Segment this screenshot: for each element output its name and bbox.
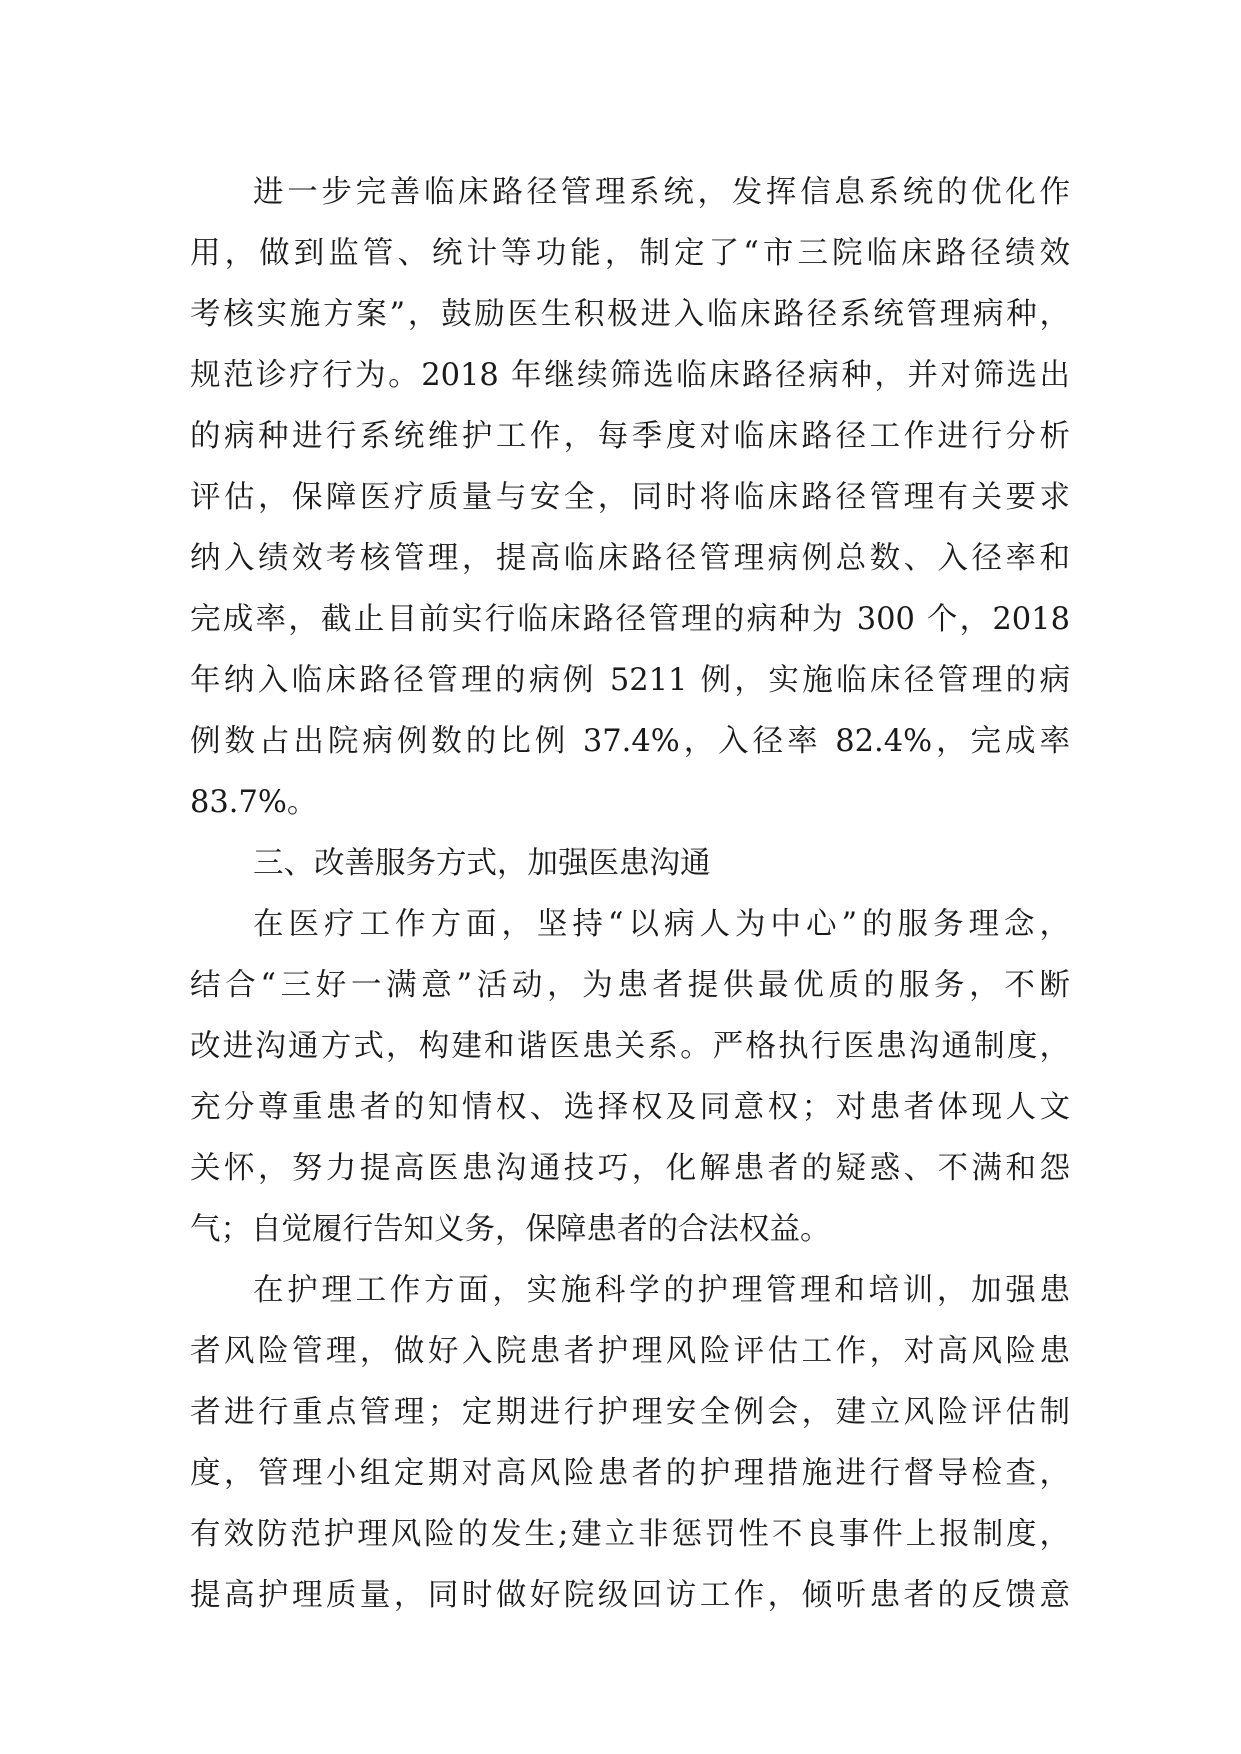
text-line: 83.7%。	[190, 785, 318, 820]
text-line: 者进行重点管理；定期进行护理安全例会，建立风险评估制	[190, 1395, 1070, 1430]
paragraph-medical-work	[190, 894, 1070, 1260]
text-line: 关怀，努力提高医患沟通技巧，化解患者的疑惑、不满和怨	[190, 1151, 1070, 1186]
text-line: 的病种进行系统维护工作，每季度对临床路径工作进行分析	[190, 419, 1070, 454]
text-line: 结合“三好一满意”活动，为患者提供最优质的服务，不断	[190, 968, 1070, 1003]
text-line: 度，管理小组定期对高风险患者的护理措施进行督导检查，	[190, 1456, 1070, 1491]
paragraph-clinical-pathway	[190, 162, 1070, 833]
document-body	[190, 162, 1070, 1626]
text-line: 考核实施方案”，鼓励医生积极进入临床路径系统管理病种，	[190, 297, 1070, 332]
text-line: 例数占出院病例数的比例 37.4%，入径率 82.4%，完成率	[190, 724, 1070, 759]
text-line: 评估，保障医疗质量与安全，同时将临床路径管理有关要求	[190, 480, 1070, 515]
text-line: 纳入绩效考核管理，提高临床路径管理病例总数、入径率和	[190, 541, 1070, 576]
text-line: 改进沟通方式，构建和谐医患关系。严格执行医患沟通制度，	[190, 1029, 1070, 1064]
section-heading	[190, 833, 1070, 894]
text-line: 年纳入临床路径管理的病例 5211 例，实施临床径管理的病	[190, 663, 1070, 698]
text-line: 提高护理质量，同时做好院级回访工作，倾听患者的反馈意	[190, 1578, 1070, 1613]
text-line: 用，做到监管、统计等功能，制定了“市三院临床路径绩效	[190, 236, 1070, 271]
text-line: 在护理工作方面，实施科学的护理管理和培训，加强患	[253, 1273, 1070, 1308]
text-line: 在医疗工作方面，坚持“以病人为中心”的服务理念，	[253, 907, 1070, 942]
text-line: 者风险管理，做好入院患者护理风险评估工作，对高风险患	[190, 1334, 1070, 1369]
text-line: 气；自觉履行告知义务，保障患者的合法权益。	[190, 1212, 831, 1247]
paragraph-nursing-work	[190, 1260, 1070, 1626]
text-line: 进一步完善临床路径管理系统，发挥信息系统的优化作	[253, 175, 1070, 210]
text-line: 规范诊疗行为。2018 年继续筛选临床路径病种，并对筛选出	[190, 358, 1070, 393]
text-line: 完成率，截止目前实行临床路径管理的病种为 300 个，2018	[190, 602, 1070, 637]
text-line: 充分尊重患者的知情权、选择权及同意权；对患者体现人文	[190, 1090, 1070, 1125]
text-line: 有效防范护理风险的发生;建立非惩罚性不良事件上报制度，	[190, 1517, 1070, 1552]
heading-line: 三、改善服务方式，加强医患沟通	[253, 846, 711, 881]
